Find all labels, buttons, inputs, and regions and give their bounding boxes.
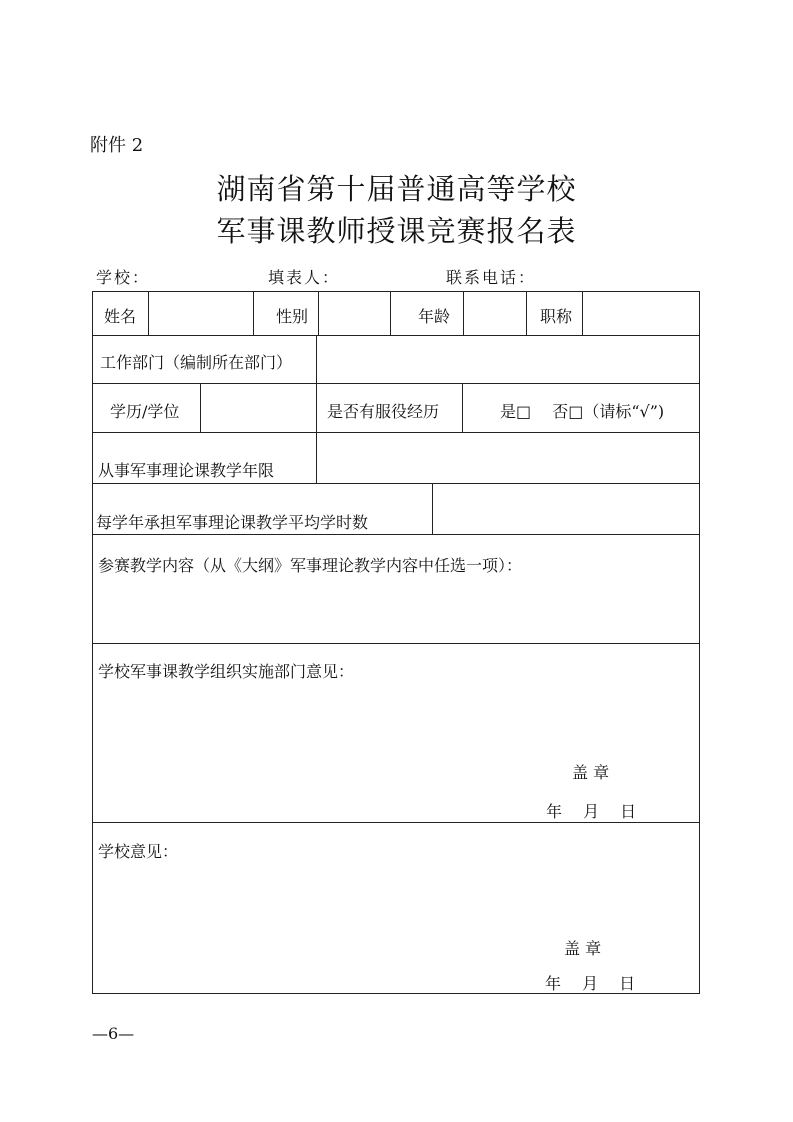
col-divider bbox=[463, 291, 464, 336]
col-divider bbox=[462, 383, 463, 433]
yes-no-options: 是□ 否□（请标“√”) bbox=[500, 402, 665, 421]
row-divider bbox=[92, 822, 700, 823]
col-divider bbox=[318, 291, 319, 336]
filler-label: 填表人： bbox=[268, 268, 341, 287]
content-label: 参赛教学内容（从《大纲》军事理论教学内容中任选一项）： bbox=[98, 556, 523, 575]
dept-date-label: 年 月 日 bbox=[546, 802, 637, 821]
avg-hours-label: 每学年承担军事理论课教学平均学时数 bbox=[96, 513, 369, 532]
col-divider bbox=[200, 383, 201, 433]
col-divider bbox=[316, 383, 317, 433]
col-divider bbox=[253, 291, 254, 336]
row-divider bbox=[92, 432, 700, 433]
col-divider bbox=[582, 291, 583, 336]
form-title-line1: 湖南省第十届普通高等学校 bbox=[216, 172, 577, 206]
school-opinion-label: 学校意见： bbox=[98, 842, 179, 861]
table-border-left bbox=[92, 291, 93, 994]
dept-opinion-label: 学校军事课教学组织实施部门意见： bbox=[98, 662, 355, 681]
attachment-label: 附件 2 bbox=[90, 135, 144, 156]
age-label: 年龄 bbox=[418, 307, 451, 326]
form-title-line2: 军事课教师授课竞赛报名表 bbox=[216, 214, 577, 248]
col-divider bbox=[316, 432, 317, 484]
row-divider bbox=[92, 534, 700, 535]
school-label: 学校： bbox=[96, 268, 151, 287]
name-label: 姓名 bbox=[104, 307, 137, 326]
title-label: 职称 bbox=[540, 307, 573, 326]
col-divider bbox=[432, 483, 433, 535]
phone-label: 联系电话： bbox=[446, 268, 537, 287]
col-divider bbox=[390, 291, 391, 336]
col-divider bbox=[526, 291, 527, 336]
school-date-label: 年 月 日 bbox=[545, 974, 636, 993]
row-divider bbox=[92, 643, 700, 644]
military-service-label: 是否有服役经历 bbox=[327, 402, 440, 421]
page-number: —6— bbox=[92, 1024, 135, 1043]
col-divider bbox=[148, 291, 149, 336]
row-divider bbox=[92, 483, 700, 484]
row-divider bbox=[92, 383, 700, 384]
dept-seal-label: 盖 章 bbox=[572, 763, 610, 782]
row-divider bbox=[92, 335, 700, 336]
education-label: 学历/学位 bbox=[110, 402, 180, 421]
school-seal-label: 盖 章 bbox=[564, 939, 602, 958]
table-border-right bbox=[699, 291, 700, 994]
gender-label: 性别 bbox=[276, 307, 309, 326]
department-label: 工作部门（编制所在部门） bbox=[100, 353, 293, 372]
teaching-years-label: 从事军事理论课教学年限 bbox=[98, 461, 275, 480]
col-divider bbox=[316, 335, 317, 384]
table-border-top bbox=[92, 291, 700, 292]
